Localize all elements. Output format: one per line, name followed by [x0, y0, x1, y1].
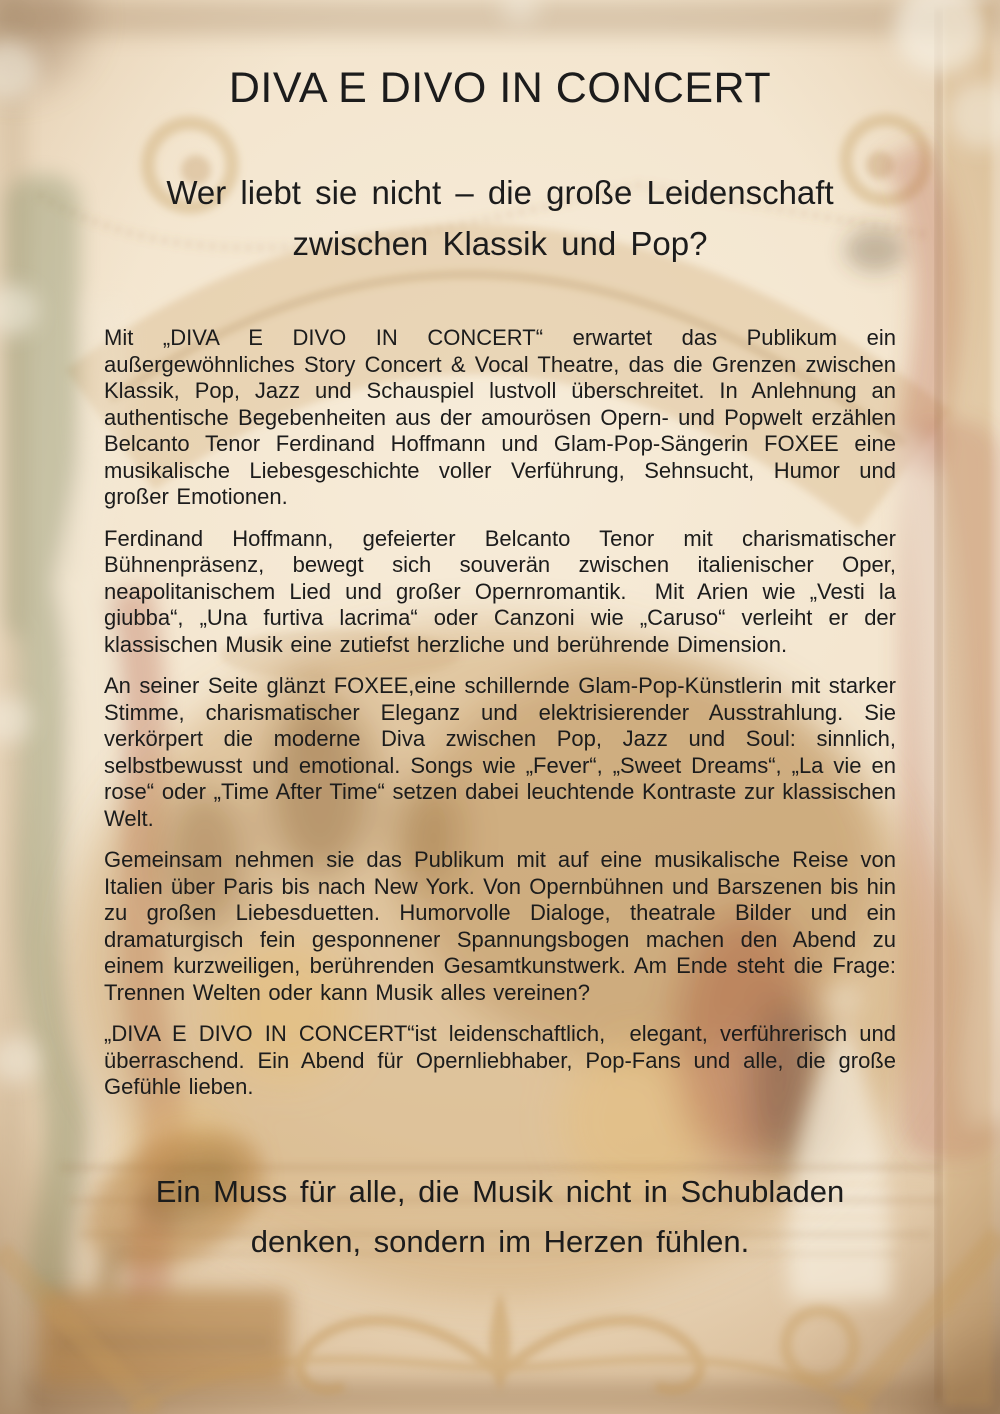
paragraph-closing: „DIVA E DIVO IN CONCERT“ist leidenschaftlich, elegant, verführerisch und überraschend. Ein Abend für Opernliebhaber, Pop-Fans und alle, die große Gefühle lieben.	[104, 1021, 896, 1099]
body-text	[104, 325, 896, 1101]
paragraph-foxee: An seiner Seite glänzt FOXEE,eine schillernde Glam-Pop-Künstlerin mit starker Stimme, charismatischer Eleganz und elektrisierender Ausstrahlung. Sie verkörpert die moderne Diva zwischen Pop, Jazz und Soul: sinnlich, selbstbewusst und emotional. Songs wie „Fever“, „Sweet Dreams“, „La vie en rose“ oder „Time After Time“ setzen dabei leuchtende Kontraste zur klassischen Welt.	[104, 673, 896, 831]
tagline	[0, 1167, 1000, 1267]
subtitle-line-2: zwischen Klassik und Pop?	[292, 225, 708, 262]
paragraph-journey: Gemeinsam nehmen sie das Publikum mit auf eine musikalische Reise von Italien über Paris bis nach New York. Von Opernbühnen und Barszenen bis hin zu großen Liebesduetten. Humorvolle Dialoge, theatrale Bilder und ein dramaturgisch fein gesponnener Spannungsbogen machen den Abend zu einem kurzweiligen, berührenden Gesamtkunstwerk. Am Ende steht die Frage: Trennen Welten oder kann Musik alles vereinen?	[104, 847, 896, 1005]
tagline-line-1: Ein Muss für alle, die Musik nicht in Schubladen	[155, 1173, 845, 1209]
page-title: DIVA E DIVO IN CONCERT	[228, 64, 772, 112]
tagline-line-2: denken, sondern im Herzen fühlen.	[250, 1223, 750, 1259]
paragraph-hoffmann: Ferdinand Hoffmann, gefeierter Belcanto Tenor mit charismatischer Bühnenpräsenz, bewegt sich souverän zwischen italienischer Oper, neapolitanischem Lied und großer Opernromantik. Mit Arien wie „Vesti la giubba“, „Una furtiva lacrima“ oder Canzoni wie „Caruso“ verleiht er der klassischen Musik eine zutiefst herzliche und berührende Dimension.	[104, 525, 896, 657]
subtitle	[0, 167, 1000, 269]
subtitle-line-1: Wer liebt sie nicht – die große Leidenschaft	[166, 174, 834, 211]
paragraph-intro: Mit „DIVA E DIVO IN CONCERT“ erwartet das Publikum ein außergewöhnliches Story Concert & Vocal Theatre, das die Grenzen zwischen Klassik, Pop, Jazz und Schauspiel lustvoll überschreitet. In Anlehnung an authentische Begebenheiten aus der amourösen Opern- und Popwelt erzählen Belcanto Tenor Ferdinand Hoffmann und Glam-Pop-Sängerin FOXEE eine musikalische Liebesgeschichte voller Verführung, Sehnsucht, Humor und großer Emotionen.	[104, 325, 896, 509]
